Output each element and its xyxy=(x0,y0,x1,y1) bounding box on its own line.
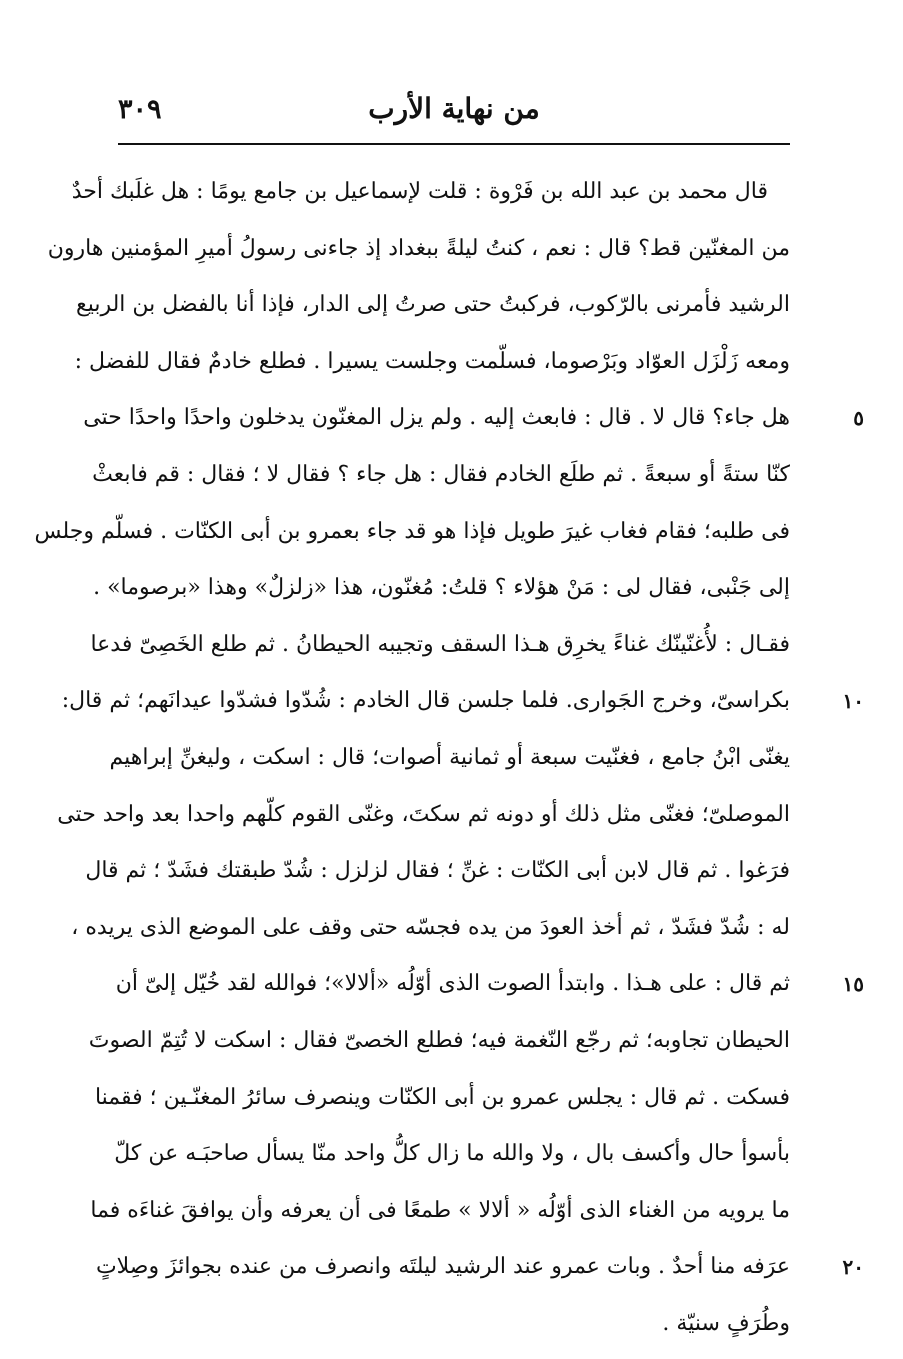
margin-line-number: ٥ xyxy=(853,406,864,430)
text-line: ما يرويه من الغناء الذى أوّلُه « ألالا » طمعًا فى أن يعرفه وأن يوافقَ غناءَه فما xyxy=(90,1197,790,1223)
text-line: له : شُدّ فشَدّ ، ثم أخذ العودَ من يده فجسّه حتى وقف على الموضع الذى يريده ، xyxy=(71,914,790,940)
margin-line-number: ١٥ xyxy=(842,972,864,996)
margin-line-number: ٢٠ xyxy=(842,1255,864,1279)
text-line: كنّا ستةً أو سبعةً . ثم طلَع الخادم فقال : هل جاء ؟ فقال لا ؛ فقال : قم فابعثْ xyxy=(92,461,790,487)
text-line: من المغنّين قط؟ قال : نعم ، كنتُ ليلةً ببغداد إذ جاءنى رسولُ أميرِ المؤمنين هارون xyxy=(47,235,790,261)
text-line: إلى جَنْبى، فقال لى : مَنْ هؤلاء ؟ قلتُ: مُغنّون، هذا «زلزلٌ» وهذا «برصوما» . xyxy=(93,575,790,601)
text-line: فسكت . ثم قال : يجلس عمرو بن أبى الكنّات وينصرف سائرُ المغنّـين ؛ فقمنا xyxy=(94,1084,790,1110)
text-line: الموصلىّ؛ فغنّى مثل ذلك أو دونه ثم سكتَ، وغنّى القوم كلّهم واحدا بعد واحد حتى xyxy=(57,801,790,827)
text-line: وطُرَفٍ سنيّة . xyxy=(662,1310,790,1336)
text-line: بأسوأ حال وأكسف بال ، ولا والله ما زال كلُّ واحد منّا يسأل صاحبَـه عن كلّ xyxy=(114,1141,790,1167)
page-number: ٣٠٩ xyxy=(118,94,162,125)
text-line: فرَغوا . ثم قال لابن أبى الكنّات : غنِّ ؛ فقال لزلزل : شُدّ طبقتك فشَدّ ؛ ثم قال xyxy=(85,858,790,884)
text-line: ومعه زَلْزَل العوّاد وبَرْصوما، فسلّمت وجلست يسيرا . فطلع خادمٌ فقال للفضل : xyxy=(74,348,790,374)
header-rule xyxy=(118,143,790,145)
margin-line-number: ١٠ xyxy=(842,689,864,713)
text-line: يغنّى ابْنُ جامع ، فغنّيت سبعة أو ثمانية أصوات؛ قال : اسكت ، وليغنِّ إبراهيم xyxy=(109,744,790,770)
text-line: قال محمد بن عبد الله بن فَرْوة : قلت لإسماعيل بن جامع يومًا : هل غلَبك أحدٌ xyxy=(71,179,768,204)
page-header xyxy=(118,88,790,136)
running-title: من نهاية الأرب xyxy=(368,92,540,125)
text-line: ثم قال : على هـذا . وابتدأ الصوت الذى أوّلُه «ألالا»؛ فوالله لقد خُيّل إلىّ أن xyxy=(115,971,790,997)
text-line: هل جاء؟ قال لا . قال : فابعث إليه . ولم يزل المغنّون يدخلون واحدًا واحدًا حتى xyxy=(83,405,790,431)
body-text xyxy=(34,164,790,1352)
text-line: الرشيد فأمرنى بالرّكوب، فركبتُ حتى صرتُ إلى الدار، فإذا أنا بالفضل بن الربيع xyxy=(75,292,790,318)
text-line: الحيطان تجاوبه؛ ثم رجّع النّغمة فيه؛ فطلع الخصىّ فقال : اسكت لا تُتِمّ الصوتَ xyxy=(88,1027,790,1053)
text-line: فى طلبه؛ فقام فغاب غيرَ طويل فإذا هو قد جاء بعمرو بن أبى الكنّات . فسلّم وجلس xyxy=(34,518,790,544)
text-line: بكراسىّ، وخرج الجَوارى. فلما جلسن قال الخادم : شُدّوا فشدّوا عيدانَهم؛ ثم قال: xyxy=(61,688,790,714)
text-line: فقـال : لأُغنّينّك غناءً يخرِق هـذا السقف وتجيبه الحيطانُ . ثم طلع الخَصِىّ فدعا xyxy=(90,631,790,657)
text-line: عرَفه منا أحدٌ . وبات عمرو عند الرشيد ليلتَه وانصرف من عنده بجوائزَ وصِلاتٍ xyxy=(95,1254,790,1280)
